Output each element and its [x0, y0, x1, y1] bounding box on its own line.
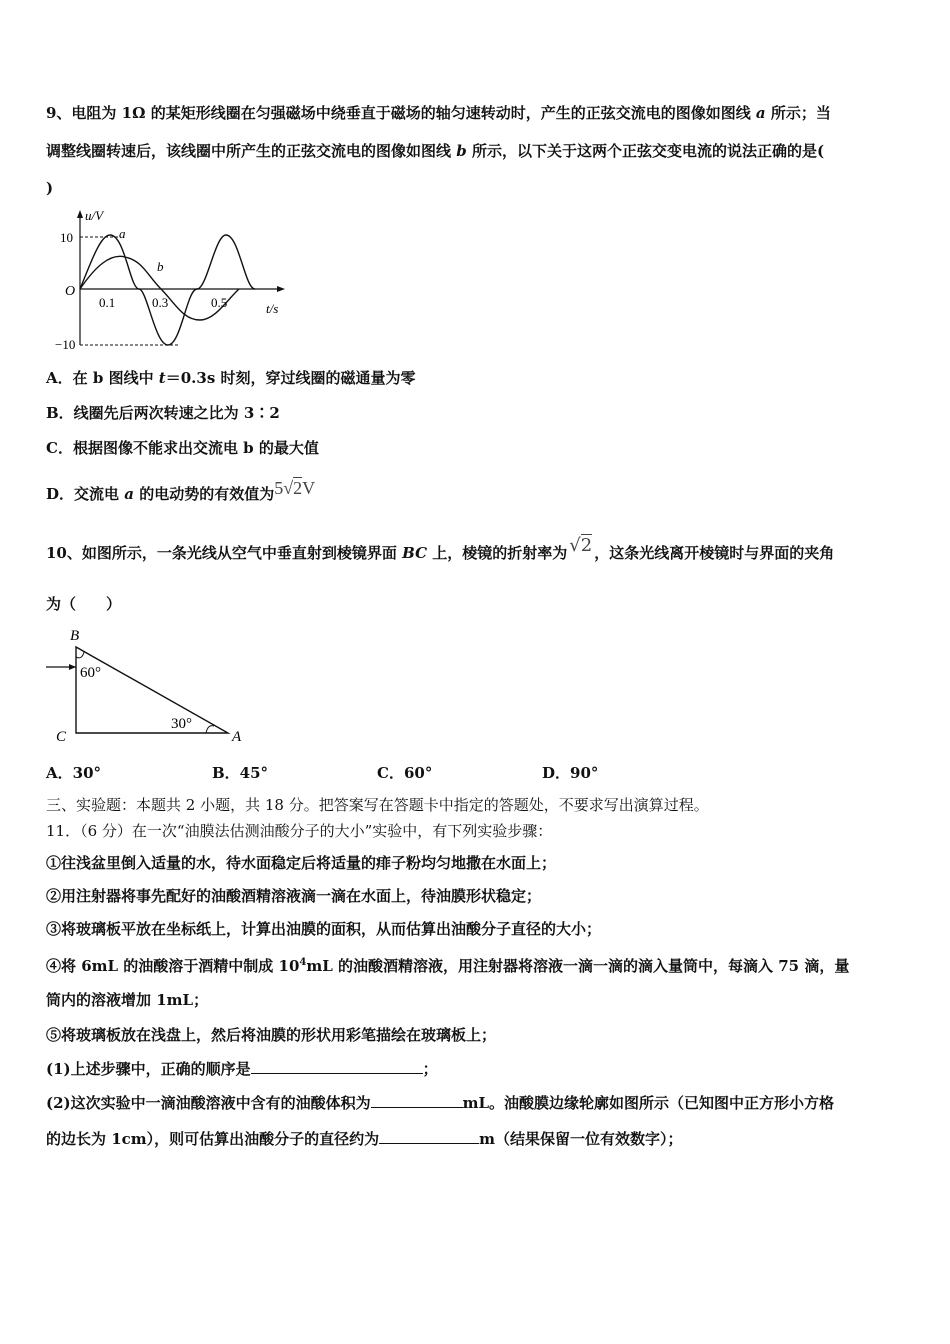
- q11-part-2-cont: 的边长为 1cm），则可估算出油酸分子的直径约为 m（结果保留一位有效数字）；: [46, 1130, 683, 1148]
- y-axis-arrow: [77, 210, 83, 218]
- q11-step-3: ③将玻璃板平放在坐标纸上，计算出油膜的面积，从而估算出油酸分子直径的大小；: [46, 920, 602, 938]
- y-min-label: −10: [55, 337, 76, 352]
- answer-blank-order[interactable]: [251, 1059, 423, 1074]
- q9-voltage-graph: [55, 205, 290, 355]
- q11-part-2: (2)这次实验中一滴油酸溶液中含有的油酸体积为 mL。油酸膜边缘轮廓如图所示（已知图中正方形小方格: [46, 1094, 835, 1112]
- q11-part-1: (1)上述步骤中，正确的顺序是 ；: [46, 1060, 438, 1078]
- x-tick-1: 0.3: [152, 295, 169, 310]
- q10-line-1: 10、如图所示，一条光线从空气中垂直射到棱镜界面 BC 上，棱镜的折射率为 √2 ，这条光线离开棱镜时与界面的夹角: [46, 535, 835, 562]
- angle-b-arc: [76, 652, 84, 658]
- q9-option-c: C．根据图像不能求出交流电 b 的最大值: [46, 439, 319, 457]
- origin-label: O: [65, 284, 76, 299]
- q10-option-b: B．45°: [212, 764, 269, 782]
- x-axis-label: t/s: [266, 301, 279, 316]
- x-axis-arrow: [277, 286, 285, 292]
- q9-line-2: 调整线圈转速后，该线圈中所产生的正弦交流电的图像如图线 b 所示，以下关于这两个正弦交变电流的说法正确的是(: [46, 142, 825, 160]
- x-tick-0: 0.1: [99, 295, 116, 310]
- curve-a: [80, 235, 255, 345]
- angle-b-label: 60°: [80, 665, 101, 681]
- y-max-label: 10: [60, 230, 73, 245]
- q11-step-1: ①往浅盆里倒入适量的水，待水面稳定后将适量的痱子粉均匀地撒在水面上；: [46, 854, 557, 872]
- vertex-a-label: A: [232, 729, 242, 745]
- angle-a-arc: [206, 726, 214, 733]
- x-tick-2: 0.5: [211, 295, 228, 310]
- q11-step-4-cont: 筒内的溶液增加 1mL；: [46, 991, 209, 1009]
- prism-triangle: [76, 647, 228, 733]
- curve-b-label: b: [157, 259, 164, 274]
- q9-line-3: ): [46, 179, 54, 197]
- q10-option-d: D．90°: [542, 764, 599, 782]
- vertex-b-label: B: [70, 628, 80, 644]
- q10-line-2: 为（ ）: [46, 595, 122, 613]
- q9-option-a: A．在 b 图线中 t＝0.3s 时刻，穿过线圈的磁通量为零: [46, 369, 416, 387]
- q10-prism-figure: [46, 625, 256, 747]
- q9-option-b: B．线圈先后两次转速之比为 3∶2: [46, 404, 280, 422]
- vertex-c-label: C: [56, 729, 67, 745]
- q11-step-5: ⑤将玻璃板放在浅盘上，然后将油膜的形状用彩笔描绘在玻璃板上；: [46, 1026, 497, 1044]
- q11-step-4: ④将 6mL 的油酸溶于酒精中制成 $10^4mL$ 的油酸酒精溶液，用注射器将溶液一滴一滴的滴入量筒中，每滴入 75 滴，量: [46, 957, 850, 975]
- q10-option-c: C．60°: [377, 764, 433, 782]
- section-3-heading: 三、实验题：本题共 2 小题，共 18 分。把答案写在答题卡中指定的答题处，不要求写出演算过程。: [46, 796, 709, 814]
- answer-blank-volume[interactable]: [371, 1093, 463, 1108]
- q9-line-1: 9、电阻为 1Ω 的某矩形线圈在匀强磁场中绕垂直于磁场的轴匀速转动时，产生的正弦交流电的图像如图线 a 所示；当: [46, 104, 831, 122]
- incident-ray-arrow: [69, 664, 76, 670]
- q11-step-2: ②用注射器将事先配好的油酸酒精溶液滴一滴在水面上，待油膜形状稳定；: [46, 887, 542, 905]
- angle-a-label: 30°: [171, 716, 192, 732]
- q10-option-a: A．30°: [46, 764, 102, 782]
- q11-heading: 11．（6 分）在一次“油膜法估测油酸分子的大小”实验中，有下列实验步骤：: [46, 822, 553, 840]
- q9-option-d: D．交流电 a 的电动势的有效值为5√2V: [46, 478, 316, 503]
- answer-blank-diameter[interactable]: [379, 1129, 479, 1144]
- curve-a-label: a: [119, 226, 126, 241]
- y-axis-label: u/V: [85, 208, 104, 223]
